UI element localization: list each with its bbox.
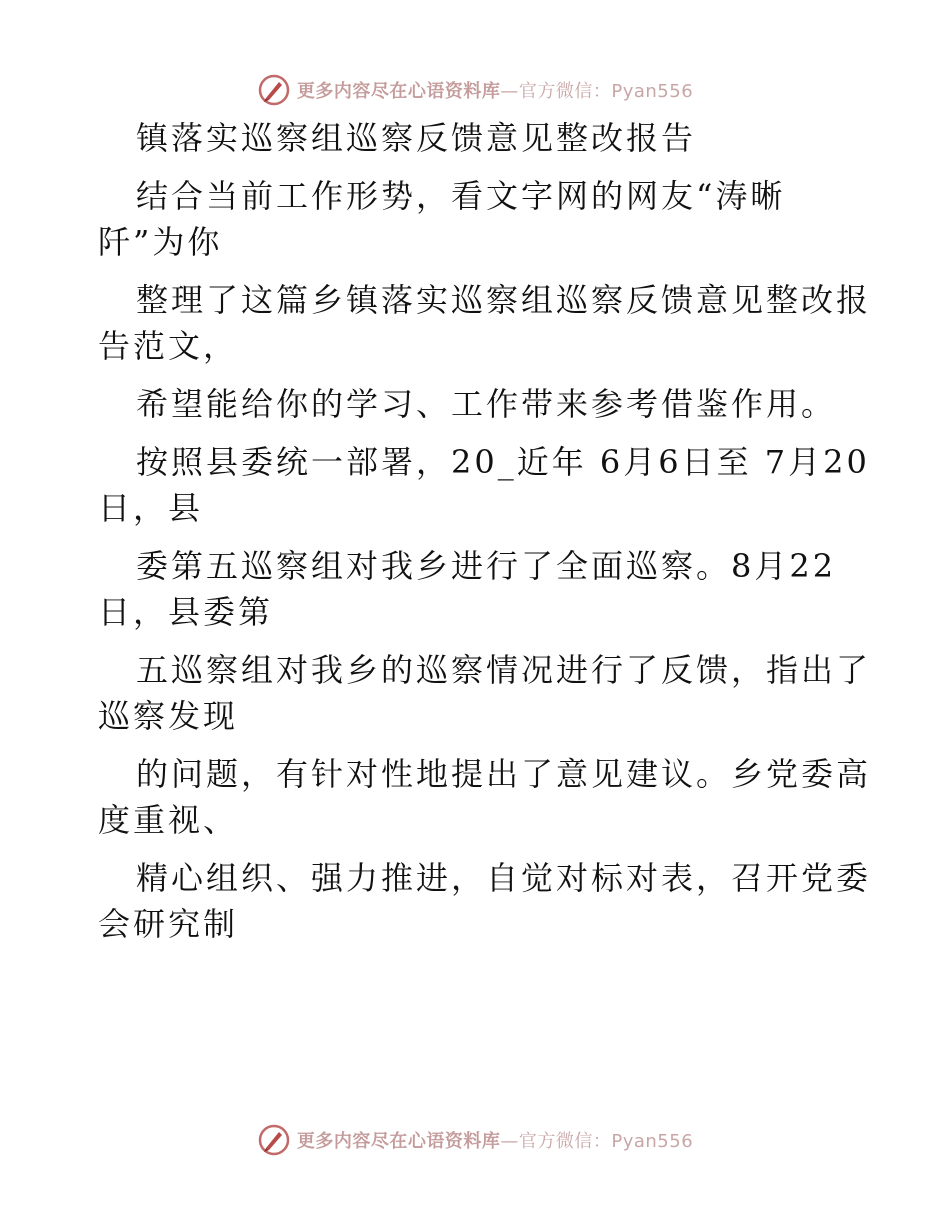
paragraph-line: 结合当前工作形势，看文字网的网友“涛晰 bbox=[136, 177, 786, 215]
paragraph-line: 会研究制 bbox=[98, 905, 239, 943]
paragraph-line: 精心组织、强力推进，自觉对标对表，召开党委 bbox=[136, 859, 872, 897]
document-body bbox=[98, 119, 872, 943]
paragraph-line: 巡察发现 bbox=[98, 697, 239, 735]
banner-site-text: 更多内容尽在心语资料库 bbox=[296, 1131, 501, 1152]
banner-wechat-text: 官方微信：Pyan556 bbox=[518, 1131, 694, 1152]
quill-pen-logo-icon bbox=[257, 73, 291, 107]
header-banner bbox=[0, 70, 950, 110]
document-title-line: 镇落实巡察组巡察反馈意见整改报告 bbox=[136, 119, 697, 157]
paragraph-line: 告范文， bbox=[98, 327, 239, 365]
paragraph-line: 希望能给你的学习、工作带来参考借鉴作用。 bbox=[136, 385, 837, 423]
paragraph-line: 整理了这篇乡镇落实巡察组巡察反馈意见整改报 bbox=[136, 281, 872, 319]
paragraph-line: 日，县委第 bbox=[98, 593, 274, 631]
paragraph-line: 度重视、 bbox=[98, 801, 239, 839]
footer-banner bbox=[0, 1120, 950, 1160]
paragraph-line: 日，县 bbox=[98, 489, 204, 527]
paragraph-line: 的问题，有针对性地提出了意见建议。乡党委高 bbox=[136, 755, 872, 793]
paragraph-line: 阡”为你 bbox=[98, 223, 223, 261]
paragraph-line: 按照县委统一部署，20_近年 6月6日至 7月20 bbox=[136, 443, 870, 481]
banner-text bbox=[297, 1127, 693, 1153]
banner-dash: — bbox=[500, 1131, 519, 1152]
paragraph-line: 委第五巡察组对我乡进行了全面巡察。8月22 bbox=[136, 547, 837, 585]
quill-pen-logo-icon bbox=[257, 1123, 291, 1157]
banner-site-text: 更多内容尽在心语资料库 bbox=[296, 81, 501, 102]
banner-text bbox=[297, 77, 693, 103]
banner-wechat-text: 官方微信：Pyan556 bbox=[518, 81, 694, 102]
banner-dash: — bbox=[500, 81, 519, 102]
paragraph-line: 五巡察组对我乡的巡察情况进行了反馈，指出了 bbox=[136, 651, 872, 689]
